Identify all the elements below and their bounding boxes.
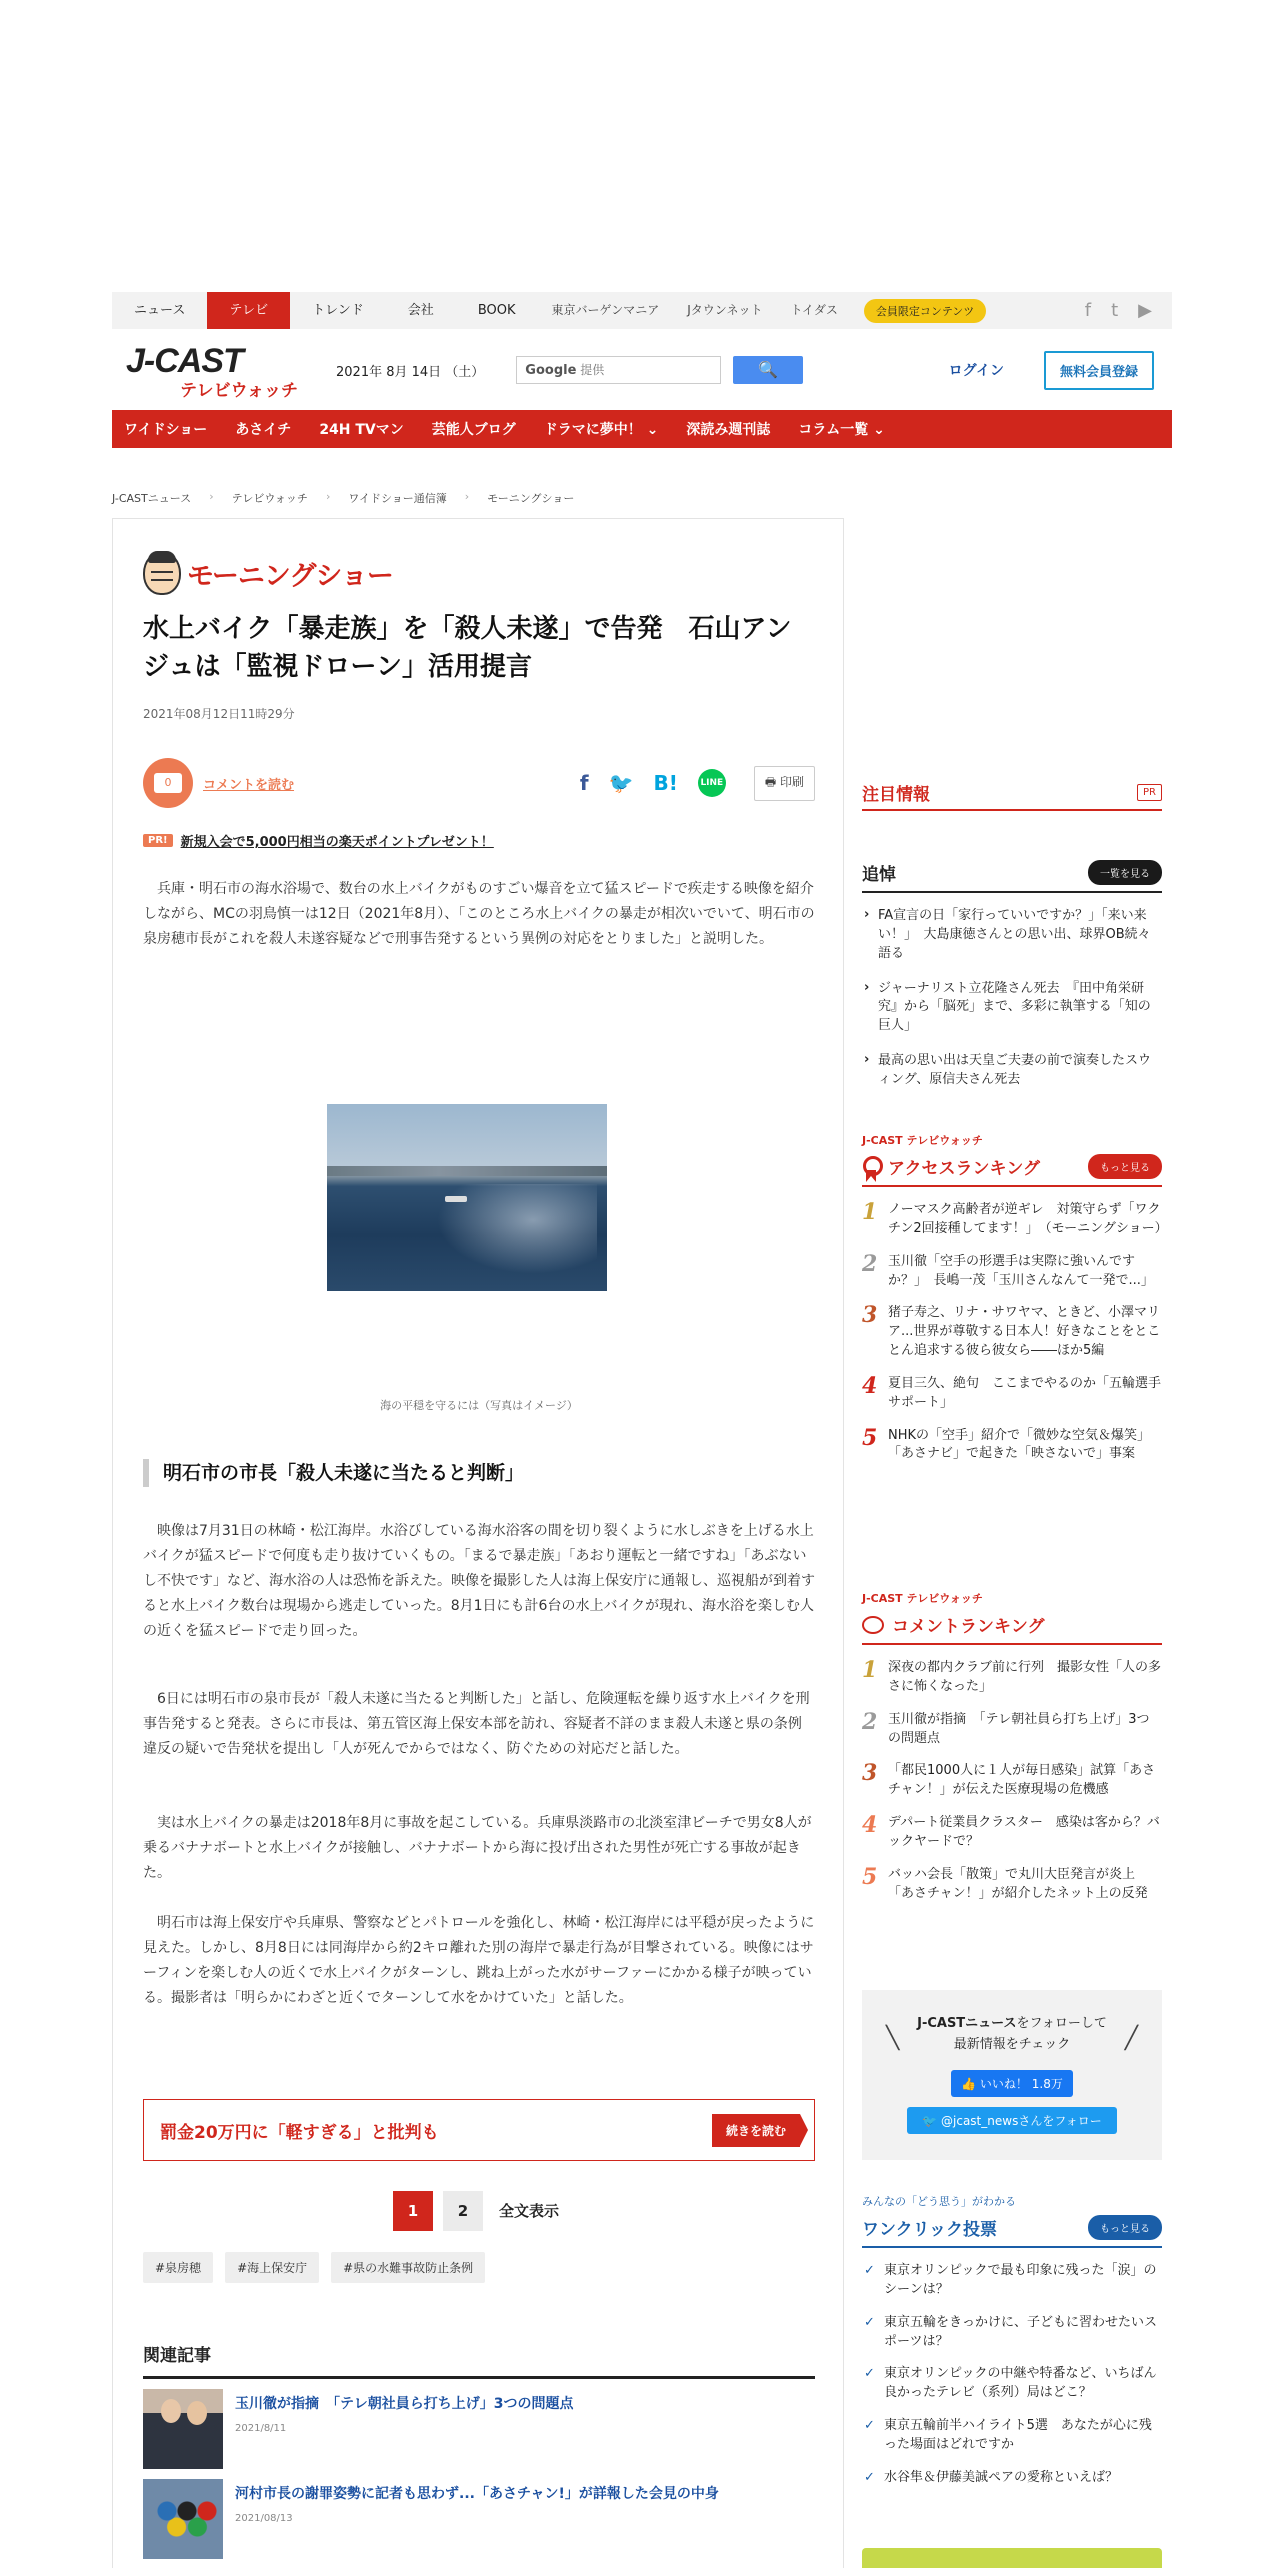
rank-number: 2 [862,1708,878,1735]
memorial-list-button[interactable]: 一覧を見る [1088,860,1162,885]
logo-tvwatch: テレビウォッチ [180,381,298,401]
medal-icon [862,1156,880,1178]
comment-bubble-icon [862,1616,884,1634]
article-paragraph: 実は水上バイクの暴走は2018年8月に事故を起こしている。兵庫県淡路市の北淡室津ビーチで男女8人が乗るバナナボートと水上バイクが接触し、バナナボートから海に投げ出された男性が死亡する事故が起きた。 [143,1815,812,1881]
promo-text: 新規入会で5,000円相当の楽天ポイントプレゼント！ [180,835,494,850]
rank-title: デパート従業員クラスター 感染は客から？バックヤードで？ [888,1815,1160,1849]
memorial-item[interactable]: › 最高の思い出は天皇ご夫妻の前で演奏したスウィング、原信夫さん死去 [862,1052,1162,1090]
rank-title: 玉川徹「空手の形選手は実際に強いんですか？」 長嶋一茂「玉川さんなんて一発で...」 [888,1253,1154,1288]
page-1[interactable]: 1 [393,2191,433,2231]
memorial-section [862,860,1162,1106]
related-title: 河村市長の謝罪姿勢に記者も思わず...「あさチャン!」が詳報した会見の中身 [235,2486,719,2502]
article-main [112,518,844,2568]
related-item[interactable] [143,2389,815,2469]
twitter-follow-button[interactable]: 🐦 @jcast_newsさんをフォロー [907,2107,1117,2134]
article-date: 2021年08月12日11時29分 [143,707,295,721]
follow-deco: ╲ [886,2026,900,2051]
vote-item[interactable]: ✓ 東京オリンピックで最も印象に残った「涙」のシーンは？ [862,2262,1162,2300]
nav-columns[interactable]: コラム一覧 ⌄ [798,422,885,438]
vote-heading: ワンクリック投票 [862,2220,997,2240]
share-bar [143,757,815,809]
program-header [143,551,393,595]
photo-caption: 海の平穏を守るには（写真はイメージ） [380,1399,578,1412]
nav-celeb-blog[interactable]: 芸能人ブログ [431,422,516,438]
access-ranking [862,1132,1168,1478]
ranking-item[interactable] [862,1424,1162,1465]
topnav-jtown[interactable]: Jタウンネット [687,303,763,317]
line-share-icon[interactable]: LINE [698,769,726,797]
rank-number: 5 [862,1424,878,1451]
one-click-vote [862,2193,1162,2488]
tag[interactable]: #泉房穂 [143,2252,213,2283]
host-caricature-icon [143,551,181,595]
facebook-share-icon[interactable]: f [579,771,589,795]
rank-number: 3 [862,1760,878,1787]
rank-title: NHKの「空手」紹介で「微妙な空気＆爆笑」「あさナビ」で起きた「映さないで」事案 [888,1427,1151,1462]
ranking-item[interactable] [862,1814,1162,1852]
related-title: 玉川徹が指摘 「テレ朝社員ら打ち上げ」3つの問題点 [235,2396,574,2412]
article-subhead: 明石市の市長「殺人未遂に当たると判断」 [143,1459,815,1487]
rank-number: 5 [862,1863,878,1890]
memorial-heading: 追悼 [862,865,896,885]
topnav-toidas[interactable]: トイダス [790,303,838,317]
comment-count-icon[interactable] [143,758,193,808]
rank-number: 2 [862,1250,878,1277]
attention-header [862,775,1162,811]
rank-number: 1 [862,1199,878,1225]
rank-number: 1 [862,1657,878,1683]
login-link[interactable]: ログイン [948,363,1004,379]
topnav-bargain[interactable]: 東京バーゲンマニア [551,303,660,317]
tag[interactable]: #県の水難事故防止条例 [331,2252,485,2283]
breadcrumb-sep: › [209,490,214,503]
site-logo[interactable] [126,342,316,401]
article-title: 水上バイク「暴走族」を「殺人未遂」で告発 石山アンジュは「監視ドローン」活用提言 [143,614,792,682]
search-icon: 🔍 [758,360,779,379]
show-all-pages[interactable]: 全文表示 [499,2202,560,2220]
comment-count: 0 [154,773,182,793]
site-header [112,330,1172,410]
related-item[interactable] [143,2479,815,2559]
nav-asaichi[interactable]: あさイチ [235,422,292,438]
rank-number: 4 [862,1372,878,1399]
ranking-item[interactable] [862,1372,1162,1413]
breadcrumb-jcast[interactable]: J-CASTニュース [112,492,192,505]
access-kicker: J-CAST テレビウォッチ [862,1134,983,1147]
follow-brand: J-CASTニュース [917,2016,1017,2031]
share-icons [580,769,726,797]
ranking-item[interactable] [862,1304,1162,1361]
vote-item[interactable]: ✓ 水谷隼＆伊藤美誠ペアの愛称といえば？ [862,2469,1162,2488]
print-label: 印刷 [779,774,804,789]
top-nav [112,292,1172,329]
youtube-icon[interactable]: ▶ [1138,300,1152,321]
search-placeholder: 提供 [580,363,605,377]
promo-banner[interactable] [143,831,494,850]
twitter-icon[interactable]: t [1111,300,1119,321]
facebook-icon[interactable]: f [1084,300,1092,321]
vote-more-button[interactable]: もっと見る [1088,2215,1162,2240]
ranking-item[interactable] [862,1863,1162,1904]
breadcrumb-tvwatch[interactable]: テレビウォッチ [231,492,308,505]
follow-deco: ╱ [1124,2026,1138,2051]
logo-jcast: J-CAST [126,342,243,380]
register-button[interactable]: 無料会員登録 [1044,351,1154,390]
access-more-button[interactable]: もっと見る [1088,1154,1162,1179]
tag[interactable]: #海上保安庁 [225,2252,319,2283]
member-content-badge[interactable]: 会員限定コンテンツ [864,299,986,323]
rank-title: 深夜の都内クラブ前に行列 撮影女性「人の多さに怖くなった」 [888,1660,1162,1694]
topnav-company[interactable]: 会社 [407,303,434,318]
nav-wideshow[interactable]: ワイドショー [124,422,208,438]
topnav-news[interactable]: ニュース [134,303,186,318]
current-date: 2021年 8月 14日 （土） [336,364,485,380]
article-paragraph: 明石市は海上保安庁や兵庫県、警察などとパトロールを強化し、林崎・松江海岸には平穏が戻ったように見えた。しかし、8月8日には同海岸から約2キロ離れた別の海岸で暴走行為が目撃されている。映像にはサーフィンを楽しむ人の近くで水上バイクがターンし、跳ね上がった水がサーファーにかかる様子が映っている。撮影者は「明らかにわざと近くでターンして水をかけていた」と話した。 [143,1915,815,2006]
rank-title: バッハ会長「散策」で丸川大臣発言が炎上 「あさチャン！」が紹介したネット上の反発 [888,1866,1149,1901]
tag-list [143,2252,485,2283]
comments-heading: コメントランキング [892,1617,1045,1637]
search-input[interactable] [516,356,721,384]
search-button[interactable] [733,356,803,384]
vote-kicker: みんなの「どう思う」がわかる [862,2195,1016,2208]
rank-title: ノーマスク高齢者が逆ギレ 対策守らず「ワクチン2回接種してます！」 （モーニングショー） [888,1202,1168,1236]
read-comments-link[interactable]: コメントを読む [203,777,295,793]
rank-number: 3 [862,1302,878,1329]
rank-title: 猪子寿之、リナ・サワヤマ、ときど、小澤マリア...世界が尊敬する日本人！好きなことをとことん追求する彼ら彼女ら――ほか5編 [888,1305,1161,1359]
related-date: 2021/08/13 [235,2513,293,2524]
follow-line1: をフォローして [1016,2016,1107,2031]
article-paragraph: 映像は7月31日の林崎・松江海岸。水浴びしている海水浴客の間を切り裂くように水しぶきを上げる水上バイクが猛スピードで何度も走り抜けていくもの。「まるで暴走族」「あおり運転と一緒ですね」「あぶないし不快です」など、海水浴の人は恐怖を訴えた。映像を撮影した人は海上保安庁に通報し、巡視船が到着すると水上バイク数台は現場から逃走していった。8月1日にも計6台の水上バイクが現れ、海水浴を楽しむ人の近くを猛スピードで走り回った。 [143,1523,815,1639]
related-thumbnail [143,2389,223,2469]
pagination [393,2191,559,2231]
ranking-item[interactable] [862,1708,1162,1749]
related-articles [143,2341,815,2559]
comment-ranking [862,1590,1162,1917]
pr-badge: PR [1137,784,1162,801]
memorial-item[interactable]: › ジャーナリスト立花隆さん死去 『田中角栄研究』から「脳死」まで、多彩に執筆する「知の巨人」 [862,980,1162,1037]
memorial-item[interactable]: › FA宣言の日「家行っていいですか？」「来い来い！」 大島康徳さんとの思い出、球界OB続々語る [862,907,1162,964]
hatena-bookmark-icon[interactable]: B! [653,771,678,795]
vote-item[interactable]: ✓ 東京五輪をきっかけに、子どもに習わせたいスポーツは？ [862,2314,1162,2352]
breadcrumb-program[interactable]: モーニングショー [487,492,575,505]
continue-reading-box[interactable] [143,2099,815,2161]
page-2[interactable]: 2 [443,2191,483,2231]
program-title: モーニングショー [187,560,393,592]
comments-kicker: J-CAST テレビウォッチ [862,1592,983,1605]
rank-title: 玉川徹が指摘 「テレ朝社員ら打ち上げ」3つの問題点 [888,1711,1150,1746]
ranking-item[interactable] [862,1250,1162,1291]
nav-drama[interactable]: ドラマに夢中！ ⌄ [543,422,659,438]
continue-reading-button[interactable]: 続きを読む [712,2114,800,2147]
access-heading: アクセスランキング [888,1159,1040,1179]
article-lead: 兵庫・明石市の海水浴場で、数台の水上バイクがものすごい爆音を立て猛スピードで疾走する映像を紹介しながら、MCの羽鳥慎一は12日（2021年8月）、「このところ水上バイクの暴走が相次いでいて、明石市の泉房穂市長がこれを殺人未遂容疑などで刑事告発するという異例の対応をとりました」と説明した。 [143,881,815,947]
ranking-item[interactable] [862,1762,1162,1800]
related-date: 2021/8/11 [235,2423,287,2434]
ship-in-photo [445,1196,467,1202]
rank-number: 4 [862,1812,878,1839]
pr-badge: PR! [143,834,173,847]
related-thumbnail [143,2479,223,2559]
print-button[interactable]: 🖶 印刷 [754,766,815,801]
breadcrumb-sep: › [325,490,331,503]
follow-line2: 最新情報をチェック [953,2036,1071,2052]
article-photo [327,1104,607,1291]
rank-title: 「都民1000人に１人が毎日感染」試算「あさチャン！」が伝えた医療現場の危機感 [888,1763,1156,1798]
facebook-like-button[interactable]: 👍 いいね！ 1.8万 [951,2070,1073,2097]
vote-item[interactable]: ✓ 東京オリンピックの中継や特番など、いちばん良かったテレビ（系列）局はどこ？ [862,2365,1162,2403]
follow-text [862,2014,1162,2035]
topnav-tv[interactable]: テレビ [207,292,290,329]
social-links [1085,300,1172,321]
attention-title: 注目情報 [862,784,930,805]
category-nav [112,410,1172,448]
article-paragraph: 6日には明石市の泉市長が「殺人未遂に当たると判断した」と話し、危険運転を繰り返す水上バイクを刑事告発すると発表。さらに市長は、第五管区海上保安本部を訪れ、容疑者不詳のまま殺人未遂と県の条例違反の疑いで告発状を提出し「人が死んでからではなく、防ぐための対応だと話した。 [143,1691,810,1757]
topnav-trend[interactable]: トレンド [312,303,364,318]
twitter-share-icon[interactable]: 🐦 [608,771,634,795]
ranking-item[interactable] [862,1659,1162,1697]
continue-teaser: 罰金20万円に「軽すぎる」と批判も [160,2122,439,2143]
follow-box [862,1990,1162,2160]
related-heading: 関連記事 [143,2341,815,2379]
google-brand: Google [525,363,577,378]
nav-24h-tvman[interactable]: 24H TVマン [319,422,404,438]
sidebar-banner[interactable] [862,2548,1162,2568]
vote-item[interactable]: ✓ 東京五輪前半ハイライト5選 あなたが心に残った場面はどれですか [862,2417,1162,2455]
breadcrumb-wideshow[interactable]: ワイドショー通信簿 [348,492,447,505]
nav-weekly[interactable]: 深読み週刊誌 [686,422,771,438]
breadcrumb-sep: › [464,490,470,503]
ranking-item[interactable] [862,1199,1168,1239]
rank-title: 夏目三久、絶句 ここまでやるのか「五輪選手サポート」 [888,1375,1162,1410]
breadcrumb [112,490,574,506]
topnav-book[interactable]: BOOK [477,303,516,318]
